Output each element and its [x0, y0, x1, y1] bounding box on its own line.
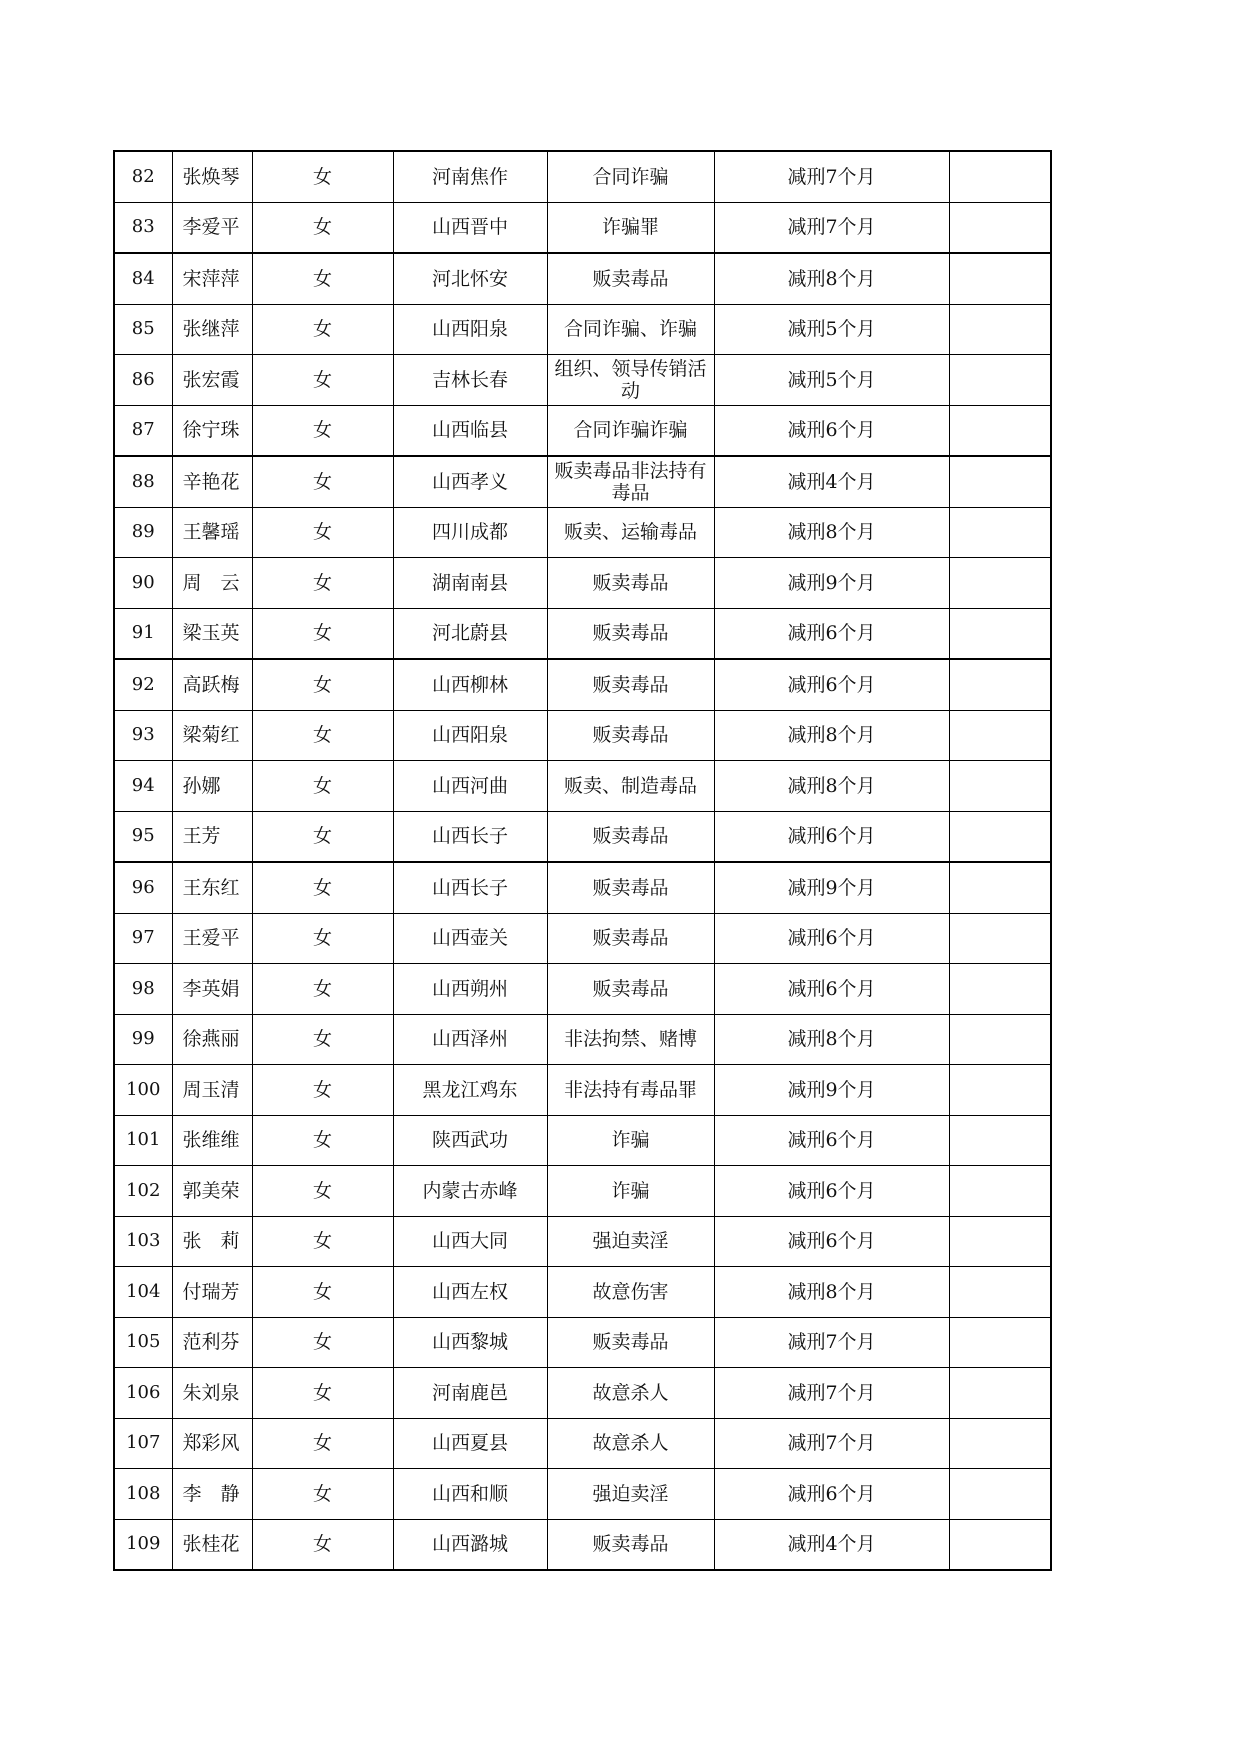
row-number-cell: 94 [114, 761, 172, 812]
crime-cell: 贩卖毒品 [547, 1519, 714, 1570]
gender-cell: 女 [252, 1065, 393, 1116]
gender-cell: 女 [252, 1166, 393, 1217]
table-row [114, 1317, 1051, 1368]
note-cell [949, 355, 1051, 406]
crime-cell: 贩卖毒品 [547, 558, 714, 609]
gender-cell: 女 [252, 659, 393, 710]
result-cell: 减刑6个月 [714, 1216, 949, 1267]
result-cell: 减刑6个月 [714, 659, 949, 710]
name-cell: 辛艳花 [172, 456, 252, 507]
name-cell: 周玉清 [172, 1065, 252, 1116]
result-cell: 减刑8个月 [714, 1014, 949, 1065]
result-cell: 减刑7个月 [714, 1368, 949, 1419]
table-row [114, 202, 1051, 253]
row-number-cell: 98 [114, 964, 172, 1015]
note-cell [949, 862, 1051, 913]
gender-cell: 女 [252, 1267, 393, 1318]
origin-cell: 山西晋中 [393, 202, 547, 253]
name-cell: 高跃梅 [172, 659, 252, 710]
gender-cell: 女 [252, 355, 393, 406]
result-cell: 减刑6个月 [714, 608, 949, 659]
result-cell: 减刑9个月 [714, 862, 949, 913]
row-number-cell: 91 [114, 608, 172, 659]
crime-cell: 贩卖毒品非法持有毒品 [547, 456, 714, 507]
note-cell [949, 304, 1051, 355]
row-number-cell: 99 [114, 1014, 172, 1065]
row-number-cell: 92 [114, 659, 172, 710]
table-row [114, 1267, 1051, 1318]
result-cell: 减刑8个月 [714, 507, 949, 558]
crime-cell: 贩卖毒品 [547, 811, 714, 862]
note-cell [949, 761, 1051, 812]
gender-cell: 女 [252, 862, 393, 913]
result-cell: 减刑6个月 [714, 1166, 949, 1217]
gender-cell: 女 [252, 761, 393, 812]
origin-cell: 黑龙江鸡东 [393, 1065, 547, 1116]
name-cell: 徐燕丽 [172, 1014, 252, 1065]
origin-cell: 山西长子 [393, 862, 547, 913]
name-cell: 范利芬 [172, 1317, 252, 1368]
name-cell: 梁菊红 [172, 710, 252, 761]
name-cell: 徐宁珠 [172, 405, 252, 456]
gender-cell: 女 [252, 1317, 393, 1368]
row-number-cell: 105 [114, 1317, 172, 1368]
origin-cell: 河北蔚县 [393, 608, 547, 659]
gender-cell: 女 [252, 304, 393, 355]
note-cell [949, 1418, 1051, 1469]
crime-cell: 贩卖毒品 [547, 710, 714, 761]
result-cell: 减刑6个月 [714, 1469, 949, 1520]
result-cell: 减刑6个月 [714, 964, 949, 1015]
row-number-cell: 84 [114, 253, 172, 304]
table-row [114, 811, 1051, 862]
gender-cell: 女 [252, 1418, 393, 1469]
row-number-cell: 109 [114, 1519, 172, 1570]
origin-cell: 山西黎城 [393, 1317, 547, 1368]
name-cell: 郑彩风 [172, 1418, 252, 1469]
row-number-cell: 101 [114, 1115, 172, 1166]
row-number-cell: 102 [114, 1166, 172, 1217]
name-cell: 王芳 [172, 811, 252, 862]
note-cell [949, 1115, 1051, 1166]
table-row [114, 659, 1051, 710]
table-row [114, 1368, 1051, 1419]
gender-cell: 女 [252, 1014, 393, 1065]
name-cell: 李 静 [172, 1469, 252, 1520]
row-number-cell: 89 [114, 507, 172, 558]
result-cell: 减刑4个月 [714, 1519, 949, 1570]
result-cell: 减刑7个月 [714, 1418, 949, 1469]
result-cell: 减刑8个月 [714, 710, 949, 761]
sentence-reduction-table [113, 150, 1052, 1571]
result-cell: 减刑4个月 [714, 456, 949, 507]
gender-cell: 女 [252, 913, 393, 964]
origin-cell: 山西壶关 [393, 913, 547, 964]
result-cell: 减刑6个月 [714, 405, 949, 456]
gender-cell: 女 [252, 1115, 393, 1166]
result-cell: 减刑9个月 [714, 1065, 949, 1116]
note-cell [949, 964, 1051, 1015]
result-cell: 减刑5个月 [714, 304, 949, 355]
row-number-cell: 90 [114, 558, 172, 609]
table-row [114, 1014, 1051, 1065]
row-number-cell: 100 [114, 1065, 172, 1116]
table-row [114, 507, 1051, 558]
note-cell [949, 558, 1051, 609]
crime-cell: 贩卖毒品 [547, 964, 714, 1015]
origin-cell: 山西河曲 [393, 761, 547, 812]
row-number-cell: 85 [114, 304, 172, 355]
crime-cell: 贩卖、制造毒品 [547, 761, 714, 812]
crime-cell: 故意杀人 [547, 1368, 714, 1419]
gender-cell: 女 [252, 456, 393, 507]
note-cell [949, 608, 1051, 659]
crime-cell: 强迫卖淫 [547, 1469, 714, 1520]
name-cell: 张维维 [172, 1115, 252, 1166]
note-cell [949, 1317, 1051, 1368]
table-body [114, 151, 1051, 1570]
name-cell: 王东红 [172, 862, 252, 913]
row-number-cell: 96 [114, 862, 172, 913]
table-row [114, 964, 1051, 1015]
table-row [114, 761, 1051, 812]
row-number-cell: 83 [114, 202, 172, 253]
crime-cell: 合同诈骗 [547, 151, 714, 202]
origin-cell: 湖南南县 [393, 558, 547, 609]
name-cell: 宋萍萍 [172, 253, 252, 304]
origin-cell: 河南鹿邑 [393, 1368, 547, 1419]
name-cell: 李爱平 [172, 202, 252, 253]
row-number-cell: 95 [114, 811, 172, 862]
gender-cell: 女 [252, 811, 393, 862]
result-cell: 减刑6个月 [714, 1115, 949, 1166]
row-number-cell: 106 [114, 1368, 172, 1419]
name-cell: 周 云 [172, 558, 252, 609]
gender-cell: 女 [252, 1368, 393, 1419]
result-cell: 减刑7个月 [714, 1317, 949, 1368]
origin-cell: 山西孝义 [393, 456, 547, 507]
table-row [114, 405, 1051, 456]
gender-cell: 女 [252, 964, 393, 1015]
origin-cell: 山西阳泉 [393, 710, 547, 761]
name-cell: 朱刘泉 [172, 1368, 252, 1419]
origin-cell: 河北怀安 [393, 253, 547, 304]
table-row [114, 456, 1051, 507]
crime-cell: 贩卖毒品 [547, 608, 714, 659]
name-cell: 张宏霞 [172, 355, 252, 406]
origin-cell: 山西柳林 [393, 659, 547, 710]
note-cell [949, 1519, 1051, 1570]
table-row [114, 253, 1051, 304]
name-cell: 张 莉 [172, 1216, 252, 1267]
row-number-cell: 82 [114, 151, 172, 202]
note-cell [949, 1216, 1051, 1267]
note-cell [949, 710, 1051, 761]
origin-cell: 内蒙古赤峰 [393, 1166, 547, 1217]
crime-cell: 非法拘禁、赌博 [547, 1014, 714, 1065]
origin-cell: 河南焦作 [393, 151, 547, 202]
gender-cell: 女 [252, 1216, 393, 1267]
result-cell: 减刑8个月 [714, 1267, 949, 1318]
origin-cell: 山西泽州 [393, 1014, 547, 1065]
note-cell [949, 1469, 1051, 1520]
crime-cell: 贩卖毒品 [547, 862, 714, 913]
origin-cell: 山西阳泉 [393, 304, 547, 355]
gender-cell: 女 [252, 1519, 393, 1570]
result-cell: 减刑8个月 [714, 253, 949, 304]
name-cell: 张继萍 [172, 304, 252, 355]
origin-cell: 山西夏县 [393, 1418, 547, 1469]
origin-cell: 山西临县 [393, 405, 547, 456]
crime-cell: 贩卖毒品 [547, 659, 714, 710]
crime-cell: 组织、领导传销活动 [547, 355, 714, 406]
name-cell: 孙娜 [172, 761, 252, 812]
row-number-cell: 108 [114, 1469, 172, 1520]
note-cell [949, 659, 1051, 710]
table-row [114, 1519, 1051, 1570]
crime-cell: 故意杀人 [547, 1418, 714, 1469]
table-row [114, 151, 1051, 202]
crime-cell: 强迫卖淫 [547, 1216, 714, 1267]
name-cell: 梁玉英 [172, 608, 252, 659]
note-cell [949, 507, 1051, 558]
row-number-cell: 93 [114, 710, 172, 761]
result-cell: 减刑9个月 [714, 558, 949, 609]
crime-cell: 贩卖毒品 [547, 913, 714, 964]
crime-cell: 故意伤害 [547, 1267, 714, 1318]
note-cell [949, 913, 1051, 964]
origin-cell: 山西和顺 [393, 1469, 547, 1520]
row-number-cell: 103 [114, 1216, 172, 1267]
row-number-cell: 87 [114, 405, 172, 456]
gender-cell: 女 [252, 507, 393, 558]
table-row [114, 1418, 1051, 1469]
note-cell [949, 811, 1051, 862]
table-row [114, 710, 1051, 761]
table-row [114, 1115, 1051, 1166]
table-row [114, 558, 1051, 609]
crime-cell: 合同诈骗诈骗 [547, 405, 714, 456]
note-cell [949, 202, 1051, 253]
note-cell [949, 1166, 1051, 1217]
crime-cell: 诈骗罪 [547, 202, 714, 253]
origin-cell: 山西潞城 [393, 1519, 547, 1570]
result-cell: 减刑6个月 [714, 811, 949, 862]
name-cell: 郭美荣 [172, 1166, 252, 1217]
origin-cell: 陕西武功 [393, 1115, 547, 1166]
table-row [114, 1065, 1051, 1116]
origin-cell: 四川成都 [393, 507, 547, 558]
name-cell: 张桂花 [172, 1519, 252, 1570]
crime-cell: 贩卖、运输毒品 [547, 507, 714, 558]
gender-cell: 女 [252, 1469, 393, 1520]
gender-cell: 女 [252, 608, 393, 659]
name-cell: 王爱平 [172, 913, 252, 964]
result-cell: 减刑7个月 [714, 202, 949, 253]
table-row [114, 913, 1051, 964]
table-row [114, 1469, 1051, 1520]
note-cell [949, 1368, 1051, 1419]
origin-cell: 吉林长春 [393, 355, 547, 406]
note-cell [949, 1267, 1051, 1318]
row-number-cell: 86 [114, 355, 172, 406]
row-number-cell: 104 [114, 1267, 172, 1318]
result-cell: 减刑6个月 [714, 913, 949, 964]
gender-cell: 女 [252, 558, 393, 609]
note-cell [949, 253, 1051, 304]
table-row [114, 1166, 1051, 1217]
crime-cell: 贩卖毒品 [547, 253, 714, 304]
crime-cell: 合同诈骗、诈骗 [547, 304, 714, 355]
name-cell: 付瑞芳 [172, 1267, 252, 1318]
row-number-cell: 107 [114, 1418, 172, 1469]
crime-cell: 贩卖毒品 [547, 1317, 714, 1368]
row-number-cell: 88 [114, 456, 172, 507]
table-row [114, 862, 1051, 913]
crime-cell: 诈骗 [547, 1115, 714, 1166]
result-cell: 减刑8个月 [714, 761, 949, 812]
result-cell: 减刑7个月 [714, 151, 949, 202]
note-cell [949, 151, 1051, 202]
table-row [114, 608, 1051, 659]
table-row [114, 1216, 1051, 1267]
origin-cell: 山西长子 [393, 811, 547, 862]
name-cell: 王馨瑶 [172, 507, 252, 558]
name-cell: 张焕琴 [172, 151, 252, 202]
row-number-cell: 97 [114, 913, 172, 964]
gender-cell: 女 [252, 710, 393, 761]
gender-cell: 女 [252, 202, 393, 253]
note-cell [949, 456, 1051, 507]
gender-cell: 女 [252, 151, 393, 202]
crime-cell: 诈骗 [547, 1166, 714, 1217]
origin-cell: 山西朔州 [393, 964, 547, 1015]
note-cell [949, 1014, 1051, 1065]
table-row [114, 355, 1051, 406]
gender-cell: 女 [252, 405, 393, 456]
origin-cell: 山西左权 [393, 1267, 547, 1318]
crime-cell: 非法持有毒品罪 [547, 1065, 714, 1116]
result-cell: 减刑5个月 [714, 355, 949, 406]
name-cell: 李英娟 [172, 964, 252, 1015]
gender-cell: 女 [252, 253, 393, 304]
note-cell [949, 405, 1051, 456]
note-cell [949, 1065, 1051, 1116]
table-row [114, 304, 1051, 355]
origin-cell: 山西大同 [393, 1216, 547, 1267]
